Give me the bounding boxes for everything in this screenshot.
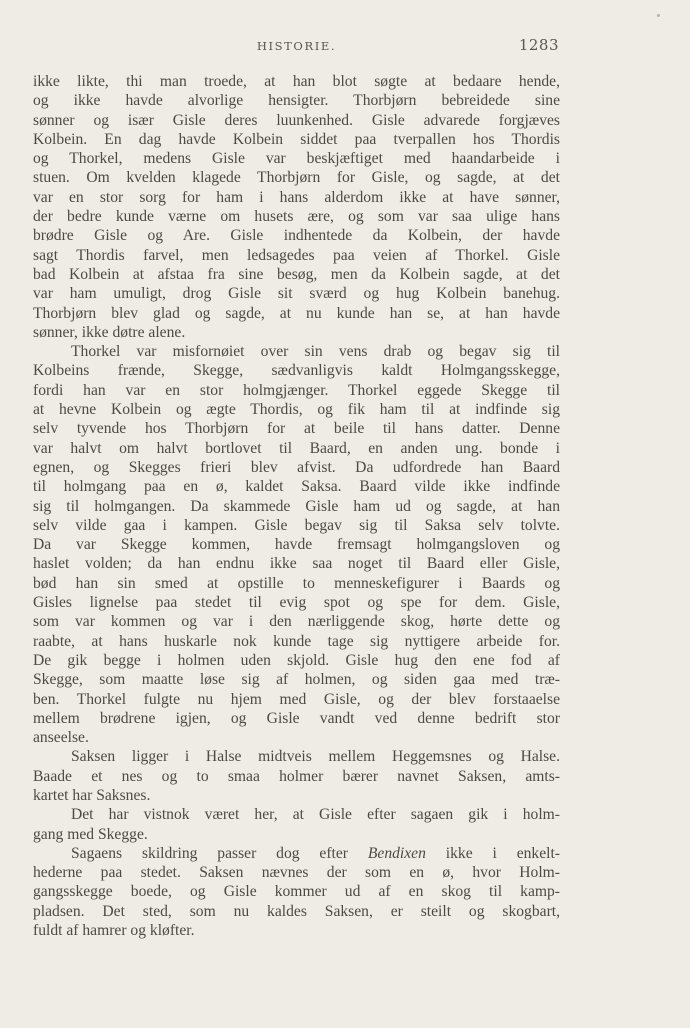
text-line: Da var Skegge kommen, havde fremsagt holmgangsloven og bbox=[33, 536, 560, 554]
text-line: Kolbeins frænde, Skegge, sædvanligvis kaldt Holmgangsskegge, bbox=[33, 362, 560, 380]
running-title: HISTORIE. bbox=[256, 39, 337, 53]
text-line: Gisles lignelse paa stedet til evig spot og spe for dem. Gisle, bbox=[33, 594, 560, 612]
text-line: kartet har Saksnes. bbox=[33, 786, 151, 804]
text-line: mellem brødrene igjen, og Gisle vandt ved denne bedrift stor bbox=[33, 709, 560, 727]
text-line: der bedre kunde værne om husets ære, og som var saa ulige hans bbox=[33, 208, 560, 226]
text-line: var halvt om halvt bortlovet til Baard, en anden ung. bonde i bbox=[33, 439, 560, 457]
text-line: Skegge, som maatte løse sig af holmen, og siden gaa med træ- bbox=[33, 671, 560, 689]
text-line: raabte, at hans huskarle nok kunde tage sig nyttigere arbeide for. bbox=[33, 632, 560, 650]
text-line: pladsen. Det sted, som nu kaldes Saksen, er steilt og skogbart, bbox=[33, 902, 560, 920]
text-line: var en stor sorg for ham i hans alderdom ikke at have sønner, bbox=[33, 188, 560, 206]
text-line: hederne paa stedet. Saksen nævnes der som en ø, hvor Holm- bbox=[33, 864, 560, 882]
text-line: ben. Thorkel fulgte nu hjem med Gisle, og der blev forstaaelse bbox=[33, 690, 560, 708]
text-line: gangsskegge boede, og Gisle kommer ud af en skog til kamp- bbox=[33, 883, 560, 901]
page-number: 1283 bbox=[518, 36, 559, 54]
text-line: Thorkel var misfornøiet over sin vens drab og begav sig til bbox=[71, 343, 560, 361]
text-line: Kolbein. En dag havde Kolbein siddet paa tverpallen hos Thordis bbox=[33, 130, 560, 148]
italic-name: Bendixen bbox=[367, 844, 426, 862]
text-line: egnen, og Skegges frieri blev afvist. Da udfordrede han Baard bbox=[33, 458, 560, 476]
text-line: brødre Gisle og Are. Gisle indhentede da Kolbein, der havde bbox=[33, 227, 560, 245]
text-line: bad Kolbein at afstaa fra sine besøg, men da Kolbein sagde, at det bbox=[33, 265, 560, 283]
text-line: gang med Skegge. bbox=[33, 825, 148, 843]
text-line: anseelse. bbox=[33, 729, 89, 747]
text-line: og ikke havde alvorlige hensigter. Thorbjørn bebreidede sine bbox=[33, 92, 560, 110]
text-line: selv vilde gaa i kampen. Gisle begav sig til Saksa selv tolvte. bbox=[33, 516, 560, 534]
text-line: stuen. Om kvelden klagede Thorbjørn for Gisle, og sagde, at det bbox=[33, 169, 560, 187]
text-line: Saksen ligger i Halse midtveis mellem Heggemsnes og Halse. bbox=[71, 748, 560, 766]
text-line: og Thorkel, medens Gisle var beskjæftiget med haandarbeide i bbox=[33, 150, 560, 168]
body-text bbox=[33, 72, 560, 940]
text-line: som var kommen og var i den nærliggende skog, hørte dette og bbox=[33, 613, 560, 631]
text-line: fordi han var en stor holmgjænger. Thorkel eggede Skegge til bbox=[33, 381, 560, 399]
text-line: Sagaens skildring passer dog efter Bendixen ikke i enkelt- bbox=[71, 844, 561, 862]
text-line: var ham umuligt, drog Gisle sit sværd og hug Kolbein banehug. bbox=[33, 285, 560, 303]
text-line: Det har vistnok været her, at Gisle efter sagaen gik i holm- bbox=[71, 806, 560, 824]
text-line: sønner og især Gisle deres luunkenhed. Gisle advarede forgjæves bbox=[33, 111, 560, 129]
text-line: haslet volden; da han endnu ikke saa noget til Baard eller Gisle, bbox=[33, 555, 560, 573]
text-line: selv tyvende hos Thorbjørn for at beile til hans datter. Denne bbox=[33, 420, 560, 438]
text-line: Baade et nes og to smaa holmer bærer navnet Saksen, amts- bbox=[33, 767, 560, 785]
text-line: sig til holmgangen. Da skammede Gisle ham ud og sagde, at han bbox=[33, 497, 560, 515]
text-line: til holmgang paa en ø, kaldet Saksa. Baard vilde ikke indfinde bbox=[33, 478, 560, 496]
text-line: sønner, ikke døtre alene. bbox=[33, 323, 186, 341]
text-line: at hevne Kolbein og ægte Thordis, og fik ham til at indfinde sig bbox=[33, 401, 560, 419]
text-line: bød han sin smed at opstille to menneskefigurer i Baards og bbox=[33, 574, 560, 592]
text-line: Thorbjørn blev glad og sagde, at nu kunde han se, at han havde bbox=[33, 304, 560, 322]
text-line: ikke likte, thi man troede, at han blot søgte at bedaare hende, bbox=[33, 73, 560, 90]
text-line: De gik begge i holmen uden skjold. Gisle hug den ene fod af bbox=[33, 651, 560, 669]
text-line: fuldt af hamrer og kløfter. bbox=[33, 922, 195, 940]
text-line: sagt Thordis farvel, men ledsagedes paa veien af Thorkel. Gisle bbox=[33, 246, 560, 264]
corner-speck bbox=[657, 14, 660, 17]
running-head bbox=[34, 36, 559, 56]
